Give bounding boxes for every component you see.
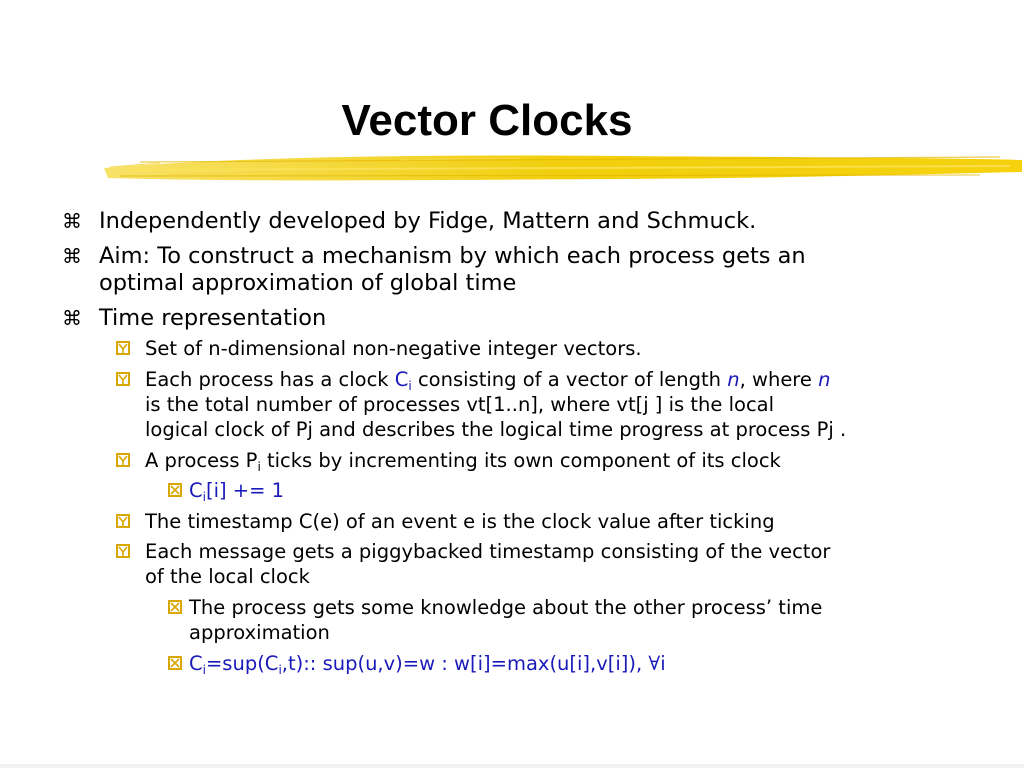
checkbox-y-bullet-icon	[116, 514, 130, 528]
checkbox-x-bullet-icon	[168, 656, 182, 670]
command-bullet-icon: ⌘	[62, 306, 82, 330]
checkbox-x-bullet-icon	[168, 600, 182, 614]
command-bullet-icon: ⌘	[62, 244, 82, 268]
checkbox-y-bullet-icon	[116, 544, 130, 558]
checkbox-y-bullet-icon	[116, 372, 130, 386]
sub-bullet-clock-line3: logical clock of Pj and describes the logical time progress at process Pj .	[145, 418, 847, 441]
title-underline-brush	[100, 148, 1024, 188]
slide-title: Vector Clocks	[341, 96, 633, 145]
bullet-fidge-mattern-schmuck: Independently developed by Fidge, Mattern and Schmuck.	[99, 208, 757, 234]
bullet-aim-line1: Aim: To construct a mechanism by which each process gets an	[99, 243, 806, 269]
checkbox-y-bullet-icon	[116, 341, 130, 355]
sub-bullet-n-dimensional: Set of n-dimensional non-negative integer vectors.	[145, 337, 642, 360]
bullet-time-representation: Time representation	[99, 305, 327, 331]
sub-sub-bullet-sup-formula: $C_i=sup(C_i,t)$:: sup(u,v)=w : w[i]=max(u[i],v[i]), ∀i	[189, 652, 666, 677]
sub-bullet-clock-line2: is the total number of processes vt[1..n], where vt[j ] is the local	[145, 393, 775, 416]
sub-bullet-piggyback-line2: of the local clock	[145, 565, 310, 588]
forall-symbol: ∀	[648, 652, 661, 675]
slide-bottom-divider	[0, 764, 1024, 768]
sub-sub-bullet-knowledge-line1: The process gets some knowledge about the other process’ time	[189, 596, 823, 619]
sub-bullet-piggyback-line1: Each message gets a piggybacked timestamp consisting of the vector	[145, 540, 831, 563]
sub-sub-bullet-knowledge-line2: approximation	[189, 621, 330, 644]
sub-bullet-clock-line1: Each process has a clock $C_i$ consisting of a vector of length n, where n	[145, 368, 831, 393]
checkbox-x-bullet-icon	[168, 483, 182, 497]
bullet-aim-line2: optimal approximation of global time	[99, 270, 517, 296]
checkbox-y-bullet-icon	[116, 453, 130, 467]
command-bullet-icon: ⌘	[62, 209, 82, 233]
sub-bullet-timestamp: The timestamp C(e) of an event e is the clock value after ticking	[145, 510, 775, 533]
sub-bullet-process-ticks: A process $P_i$ ticks by incrementing its own component of its clock	[145, 449, 781, 474]
sub-sub-bullet-increment: $C_i[i] += 1$	[189, 479, 285, 504]
